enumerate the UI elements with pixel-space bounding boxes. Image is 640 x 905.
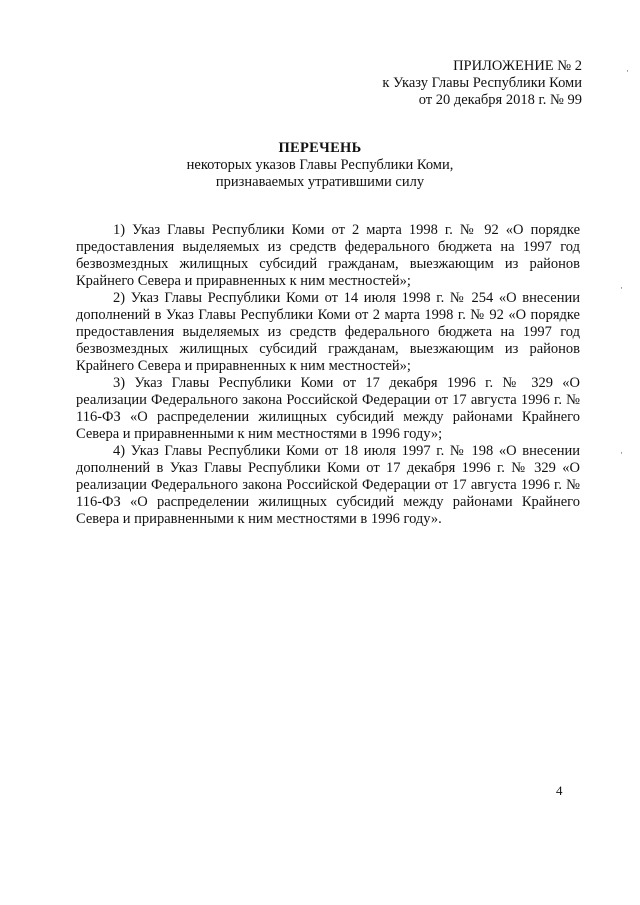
title-heading: ПЕРЕЧЕНЬ xyxy=(278,140,362,156)
annex-header xyxy=(382,58,582,109)
annex-number: ПРИЛОЖЕНИЕ № 2 xyxy=(453,58,582,74)
margin-mark: · xyxy=(620,448,623,458)
margin-mark: · xyxy=(620,283,623,293)
page-number: 4 xyxy=(556,783,563,798)
annex-date: от 20 декабря 2018 г. № 99 xyxy=(418,92,582,108)
annex-reference: к Указу Главы Республики Коми xyxy=(382,75,582,91)
list-item: 4) Указ Главы Республики Коми от 18 июля 1997 г. № 198 «О внесении дополнений в Указ Главы Республики Коми от 17 декабря 1996 г. № 329 «О реализации Федерального закона Российской Федерации от 17 августа 1996 г. № 116-ФЗ «О распределении жилищных субсидий между районами Крайнего Севера и приравненными к ним местностями в 1996 году». xyxy=(76,443,580,527)
list-item: 1) Указ Главы Республики Коми от 2 марта 1998 г. № 92 «О порядке предоставления выделяемых из средств федерального бюджета на 1997 год безвозмездных жилищных субсидий гражданам, выезжающим из районов Крайнего Севера и приравненных к ним местностей»; xyxy=(76,222,580,289)
document-title xyxy=(0,140,640,191)
title-subtitle-line1: некоторых указов Главы Республики Коми, xyxy=(186,157,454,173)
list-item: 3) Указ Главы Республики Коми от 17 декабря 1996 г. № 329 «О реализации Федерального закона Российской Федерации от 17 августа 1996 г. № 116-ФЗ «О распределении жилищных субсидий между районами Крайнего Севера и приравненными к ним местностями в 1996 году»; xyxy=(76,375,580,442)
margin-mark: · xyxy=(626,66,629,76)
decree-list xyxy=(76,222,580,528)
list-item: 2) Указ Главы Республики Коми от 14 июля 1998 г. № 254 «О внесении дополнений в Указ Главы Республики Коми от 2 марта 1998 г. № 92 «О порядке предоставления выделяемых из средств федерального бюджета на 1997 год безвозмездных жилищных субсидий гражданам, выезжающим из районов Крайнего Севера и приравненных к ним местностей»; xyxy=(76,290,580,374)
title-subtitle-line2: признаваемых утратившими силу xyxy=(215,174,425,190)
